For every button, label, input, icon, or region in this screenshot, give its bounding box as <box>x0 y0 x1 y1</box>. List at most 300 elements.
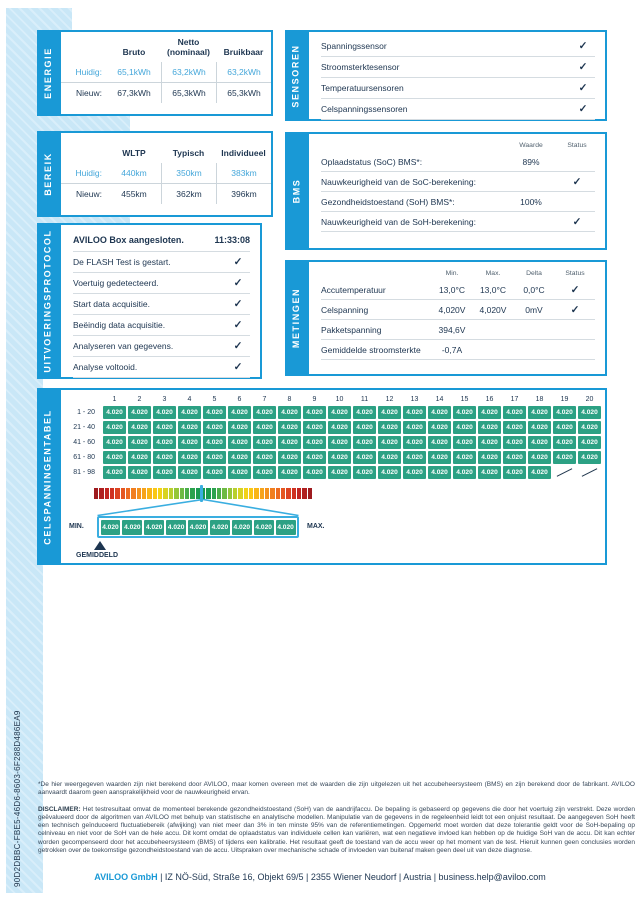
cell-voltage: 4.020 <box>403 421 426 434</box>
cell-row-label: 61 - 80 <box>73 454 95 461</box>
row-label: Huidig: <box>61 163 107 184</box>
cell-voltage: 4.020 <box>453 436 476 449</box>
scale-segment <box>115 488 119 499</box>
cell-voltage: 4.020 <box>178 421 201 434</box>
cell-voltage: 4.020 <box>303 436 326 449</box>
metingen-row <box>321 340 595 360</box>
cell-voltage: 4.020 <box>578 421 601 434</box>
zoom-cell-voltage: 4.020 <box>210 520 230 535</box>
metingen-row-label: Pakketspanning <box>321 324 382 335</box>
voltage-scale-gradient <box>94 488 312 499</box>
corner-cell <box>61 36 107 62</box>
bereik-card <box>59 131 273 217</box>
scale-segment <box>228 488 232 499</box>
zoom-cell-voltage: 4.020 <box>144 520 164 535</box>
list-item <box>321 99 595 120</box>
scale-segment <box>137 488 141 499</box>
cell-voltage: 4.020 <box>428 451 451 464</box>
cell-voltage: 4.020 <box>453 406 476 419</box>
cell-voltage: 4.020 <box>278 406 301 419</box>
section-energie <box>37 30 273 116</box>
scale-segment <box>174 488 178 499</box>
cell-voltage: 4.020 <box>228 466 251 479</box>
cell-column-number: 5 <box>212 396 217 403</box>
value-cell: 67,3kWh <box>117 88 151 98</box>
list-item <box>73 273 250 294</box>
cell-voltage: 4.020 <box>253 406 276 419</box>
metingen-col-min: Min. <box>445 270 459 277</box>
scale-segment <box>260 488 264 499</box>
metingen-max-value: 13,0°C <box>479 284 507 295</box>
metingen-col-delta: Delta <box>526 270 542 277</box>
cell-voltage: 4.020 <box>203 421 226 434</box>
cell-voltage: 4.020 <box>428 466 451 479</box>
scale-segment <box>190 488 194 499</box>
scale-segment <box>153 488 157 499</box>
tab-bms-label: BMS <box>291 178 301 204</box>
footer-address <box>0 872 640 882</box>
cell-voltage: 4.020 <box>303 421 326 434</box>
disclaimer <box>38 806 635 855</box>
cell-voltage: 4.020 <box>128 406 151 419</box>
scale-segment <box>163 488 167 499</box>
scale-segment <box>281 488 285 499</box>
list-item <box>73 336 250 357</box>
check-icon: ✓ <box>233 340 243 352</box>
cell-voltage: 4.020 <box>303 466 326 479</box>
column-header: Typisch <box>172 148 205 159</box>
zoom-cell-voltage: 4.020 <box>232 520 252 535</box>
value-cell: 350km <box>161 163 216 184</box>
check-icon: ✓ <box>233 256 243 268</box>
cell-missing-slash <box>553 466 576 479</box>
disclaimer-text: Het testresultaat omvat de momenteel berekende gezondheidstoestand (SoH) van de aandrijfaccu. De bepaling is gebaseerd op gegevens die door het voertuig zijn verstrekt. Deze worden geëvalueerd door de algoritmen van AVILOO met behulp van statistische en analytische modellen. Manipulatie van de gegevens in de regeleenheid leidt tot een onjuist resultaat. De aangegeven SoH heeft een technisch geïnduceerd fluctuatiebereik (afwijking) van niet meer dan 3% in ten minste 95% van de referentiemetingen. Opgemerkt moet worden dat deze tolerantie geldt voor de SoH-bepaling op celniveau en niet voor de SoH van de hele accu. Dit komt omdat de oplaadstatus van individuele cellen kan variëren, wat een negatieve invloed kan hebben op de huidige SoH van de accu. Dit kan echter worden gecompenseerd door het accubeheersysteem (BMS) of tijdens een kalibratie. Het resultaat geeft de toestand van de accu weer op het moment van de test. Hieruit kunnen geen conclusies worden getrokken over de toekomstige gezondheidstoestand van de accu. Uitspraken over mechanische schade of invloeden van buitenaf maken geen deel uit van deze diagnose. <box>38 806 636 854</box>
report-uuid: 90D2DBBC-FBE5-46D6-8603-6F288D486EA9 <box>13 710 22 887</box>
cell-voltage: 4.020 <box>103 421 126 434</box>
value-cell: 65,1kWh <box>107 62 161 83</box>
cell-voltage: 4.020 <box>128 436 151 449</box>
bms-row-value: 100% <box>520 196 542 207</box>
scale-segment <box>297 488 301 499</box>
cell-column-number: 18 <box>535 396 544 403</box>
cell-voltage: 4.020 <box>528 436 551 449</box>
max-label: MAX. <box>307 523 325 530</box>
slash-icon <box>557 468 573 477</box>
cell-voltage: 4.020 <box>153 421 176 434</box>
cell-voltage: 4.020 <box>378 421 401 434</box>
scale-segment <box>292 488 296 499</box>
bms-row-label: Nauwkeurigheid van de SoH-berekening: <box>321 216 476 227</box>
cell-voltage: 4.020 <box>453 421 476 434</box>
bms-column-headers <box>321 138 595 152</box>
metingen-row-label: Accutemperatuur <box>321 284 386 295</box>
cell-voltage: 4.020 <box>228 451 251 464</box>
cell-voltage: 4.020 <box>303 406 326 419</box>
row-label: Huidig: <box>61 62 107 83</box>
tab-bereik-label: BEREIK <box>43 152 54 196</box>
cell-voltage: 4.020 <box>403 451 426 464</box>
cell-voltage: 4.020 <box>503 421 526 434</box>
tab-metingen-label: METINGEN <box>291 287 301 349</box>
scale-segment <box>169 488 173 499</box>
cell-voltage: 4.020 <box>553 436 576 449</box>
list-item <box>321 78 595 99</box>
cell-row-label: 1 - 20 <box>77 409 95 416</box>
protocol-header-time: 11:33:08 <box>214 235 250 245</box>
check-icon: ✓ <box>578 61 588 73</box>
cell-column-number: 13 <box>410 396 419 403</box>
value-cell: 396km <box>216 184 271 204</box>
voltage-zoom-box <box>97 516 299 538</box>
cell-column-number: 17 <box>510 396 519 403</box>
list-item-label: Voertuig gedetecteerd. <box>73 278 159 288</box>
tab-celspanningen <box>37 388 59 565</box>
check-icon: ✓ <box>233 298 243 310</box>
scale-segment <box>158 488 162 499</box>
metingen-col-status: Status <box>565 270 585 277</box>
cell-voltage: 4.020 <box>228 421 251 434</box>
cell-voltage: 4.020 <box>378 451 401 464</box>
scale-segment <box>147 488 151 499</box>
cell-voltage: 4.020 <box>503 436 526 449</box>
metingen-delta-value: 0,0°C <box>523 284 545 295</box>
cell-voltage-table <box>63 396 605 479</box>
cell-voltage: 4.020 <box>253 451 276 464</box>
tab-celspanningen-label: CELSPANNINGENTABEL <box>43 408 53 545</box>
value-cell: 440km <box>107 163 161 184</box>
value-cell: 65,3kWh <box>216 83 271 103</box>
value-cell: 455km <box>121 189 147 199</box>
cell-voltage: 4.020 <box>353 436 376 449</box>
cell-column-number: 19 <box>560 396 569 403</box>
min-label: MIN. <box>69 523 84 530</box>
footnote: *De hier weergegeven waarden zijn niet berekend door AVILOO, maar komen overeen met de waarden die zijn uitgelezen uit het accubeheersysteem (BMS) en zijn berekend door de fabrikant. AVILOO aanvaardt daarom geen aansprakelijkheid voor de nauwkeurigheid ervan. <box>38 781 635 797</box>
cell-voltage: 4.020 <box>203 406 226 419</box>
list-item <box>321 57 595 78</box>
metingen-list <box>321 280 595 360</box>
cell-voltage: 4.020 <box>353 406 376 419</box>
cell-voltage: 4.020 <box>428 406 451 419</box>
list-item-label: Start data acquisitie. <box>73 299 151 309</box>
cell-column-number: 2 <box>137 396 142 403</box>
cell-voltage: 4.020 <box>353 421 376 434</box>
cell-column-number: 16 <box>485 396 494 403</box>
cell-voltage: 4.020 <box>378 406 401 419</box>
section-bereik <box>37 131 273 217</box>
cell-voltage: 4.020 <box>328 466 351 479</box>
cell-voltage: 4.020 <box>178 466 201 479</box>
cell-column-number: 9 <box>312 396 317 403</box>
scale-segment <box>206 488 210 499</box>
bms-row-label: Oplaadstatus (SoC) BMS*: <box>321 156 423 167</box>
energie-card <box>59 30 273 116</box>
cell-voltage: 4.020 <box>253 466 276 479</box>
metingen-row <box>321 300 595 320</box>
check-icon: ✓ <box>578 40 588 52</box>
cell-voltage: 4.020 <box>178 451 201 464</box>
cell-voltage: 4.020 <box>528 421 551 434</box>
metingen-row-label: Celspanning <box>321 304 369 315</box>
cell-voltage: 4.020 <box>278 451 301 464</box>
cell-row-label: 81 - 98 <box>73 469 95 476</box>
cell-missing-slash <box>578 466 601 479</box>
cell-row-label: 41 - 60 <box>73 439 95 446</box>
check-icon: ✓ <box>570 303 580 316</box>
bms-row-label: Gezondheidstoestand (SoH) BMS*: <box>321 196 455 207</box>
cell-voltage: 4.020 <box>328 451 351 464</box>
cell-voltage: 4.020 <box>103 406 126 419</box>
cell-voltage: 4.020 <box>128 451 151 464</box>
check-icon: ✓ <box>570 283 580 296</box>
bms-list <box>321 152 595 232</box>
bms-row <box>321 172 595 192</box>
check-icon: ✓ <box>578 103 588 115</box>
metingen-max-value: 4,020V <box>479 304 507 315</box>
zoom-funnel-lines <box>91 499 311 516</box>
cell-voltage: 4.020 <box>528 451 551 464</box>
cell-voltage: 4.020 <box>553 406 576 419</box>
scale-segment <box>185 488 189 499</box>
tab-sensoren <box>285 30 307 121</box>
row-label: Nieuw: <box>76 88 102 98</box>
column-header: Bruikbaar <box>223 47 264 58</box>
tab-energie-label: ENERGIE <box>43 47 53 99</box>
cell-voltage: 4.020 <box>328 421 351 434</box>
list-item-label: Analyseren van gegevens. <box>73 341 174 351</box>
bms-card <box>307 132 607 250</box>
cell-voltage: 4.020 <box>303 451 326 464</box>
bms-row <box>321 152 595 172</box>
cell-voltage: 4.020 <box>278 466 301 479</box>
bms-col-status: Status <box>567 142 587 149</box>
protocol-header <box>73 229 250 252</box>
tab-sensoren-label: SENSOREN <box>291 43 301 108</box>
cell-voltage: 4.020 <box>103 436 126 449</box>
cell-voltage: 4.020 <box>403 436 426 449</box>
bms-row <box>321 212 595 232</box>
cell-column-number: 20 <box>585 396 594 403</box>
scale-segment <box>180 488 184 499</box>
column-header: Individueel <box>221 148 266 159</box>
protocol-header-label: AVILOO Box aangesloten. <box>73 235 184 245</box>
cell-voltage: 4.020 <box>103 451 126 464</box>
scale-segment <box>142 488 146 499</box>
cell-voltage: 4.020 <box>278 436 301 449</box>
cell-row-label: 21 - 40 <box>73 424 95 431</box>
section-protocol <box>37 223 262 379</box>
cell-voltage: 4.020 <box>328 406 351 419</box>
energie-table <box>61 32 271 103</box>
list-item-label: Spanningssensor <box>321 41 387 51</box>
bms-col-waarde: Waarde <box>519 142 543 149</box>
value-cell: 65,3kWh <box>161 83 216 103</box>
tab-bms <box>285 132 307 250</box>
cell-column-number: 6 <box>237 396 242 403</box>
scale-segment <box>270 488 274 499</box>
scale-segment <box>276 488 280 499</box>
disclaimer-label: DISCLAIMER: <box>38 806 81 813</box>
cell-voltage: 4.020 <box>153 451 176 464</box>
zoom-cell-voltage: 4.020 <box>166 520 186 535</box>
cell-voltage: 4.020 <box>528 466 551 479</box>
value-cell: 63,2kWh <box>161 62 216 83</box>
cell-column-number: 14 <box>435 396 444 403</box>
list-item-label: Beëindig data acquisitie. <box>73 320 166 330</box>
cell-column-number: 15 <box>460 396 469 403</box>
tab-protocol <box>37 223 59 379</box>
check-icon: ✓ <box>572 175 582 188</box>
metingen-min-value: -0,7A <box>441 344 463 355</box>
cell-voltage: 4.020 <box>178 436 201 449</box>
zoom-cell-voltage: 4.020 <box>122 520 142 535</box>
cell-voltage: 4.020 <box>278 421 301 434</box>
section-bms <box>285 132 607 250</box>
list-item <box>73 252 250 273</box>
sensoren-card <box>307 30 607 121</box>
cell-voltage: 4.020 <box>128 421 151 434</box>
scale-segment <box>212 488 216 499</box>
scale-segment <box>131 488 135 499</box>
average-marker-icon <box>94 541 106 550</box>
list-item <box>321 36 595 57</box>
cell-voltage: 4.020 <box>503 406 526 419</box>
zoom-cell-voltage: 4.020 <box>276 520 296 535</box>
tab-protocol-label: UITVOERINGSPROTOCOL <box>43 229 53 373</box>
check-icon: ✓ <box>233 319 243 331</box>
cell-voltage: 4.020 <box>353 466 376 479</box>
cell-voltage: 4.020 <box>178 406 201 419</box>
cell-column-number: 11 <box>360 396 369 403</box>
cell-voltage: 4.020 <box>153 466 176 479</box>
cell-voltage: 4.020 <box>453 451 476 464</box>
list-item <box>73 315 250 336</box>
list-item <box>73 357 250 378</box>
zoom-cell-voltage: 4.020 <box>101 520 121 535</box>
cell-column-number: 8 <box>287 396 292 403</box>
cell-column-number: 7 <box>262 396 267 403</box>
section-metingen <box>285 260 607 376</box>
celspanningen-card <box>59 388 607 565</box>
tab-bereik <box>37 131 59 217</box>
cell-voltage: 4.020 <box>503 466 526 479</box>
cell-column-number: 10 <box>335 396 344 403</box>
scale-segment <box>254 488 258 499</box>
cell-voltage: 4.020 <box>353 451 376 464</box>
list-item <box>73 294 250 315</box>
scale-segment <box>94 488 98 499</box>
cell-voltage: 4.020 <box>128 466 151 479</box>
scale-segment <box>110 488 114 499</box>
metingen-column-headers <box>321 266 595 280</box>
metingen-row-label: Gemiddelde stroomsterkte <box>321 344 421 355</box>
bms-row-value: 89% <box>522 156 540 167</box>
list-item-label: Celspanningssensoren <box>321 104 408 114</box>
cell-voltage: 4.020 <box>253 421 276 434</box>
cell-voltage: 4.020 <box>478 406 501 419</box>
value-cell: 383km <box>216 163 271 184</box>
scale-segment <box>249 488 253 499</box>
scale-segment <box>286 488 290 499</box>
cell-voltage: 4.020 <box>478 466 501 479</box>
cell-voltage: 4.020 <box>253 436 276 449</box>
metingen-min-value: 394,6V <box>438 324 466 335</box>
cell-voltage: 4.020 <box>228 406 251 419</box>
cell-voltage: 4.020 <box>578 406 601 419</box>
metingen-col-max: Max. <box>485 270 501 277</box>
check-icon: ✓ <box>572 215 582 228</box>
cell-voltage: 4.020 <box>153 406 176 419</box>
scale-segment <box>265 488 269 499</box>
check-icon: ✓ <box>233 361 243 373</box>
bereik-table <box>61 133 271 204</box>
metingen-min-value: 13,0°C <box>438 284 466 295</box>
cell-voltage: 4.020 <box>103 466 126 479</box>
section-celspanningen <box>37 388 607 565</box>
cell-column-number: 4 <box>187 396 192 403</box>
metingen-row <box>321 280 595 300</box>
average-label: GEMIDDELD <box>76 552 118 559</box>
cell-voltage: 4.020 <box>228 436 251 449</box>
cell-voltage: 4.020 <box>403 406 426 419</box>
column-header: Netto (nominaal) <box>167 37 210 58</box>
cell-column-number: 12 <box>385 396 394 403</box>
zoom-cell-voltage: 4.020 <box>254 520 274 535</box>
list-item-label: Analyse voltooid. <box>73 362 138 372</box>
column-header: WLTP <box>122 148 146 159</box>
scale-segment <box>308 488 312 499</box>
scale-segment <box>126 488 130 499</box>
cell-voltage: 4.020 <box>428 421 451 434</box>
tab-metingen <box>285 260 307 376</box>
metingen-delta-value: 0mV <box>525 304 543 315</box>
scale-segment <box>238 488 242 499</box>
metingen-card <box>307 260 607 376</box>
cell-voltage: 4.020 <box>578 451 601 464</box>
cell-voltage: 4.020 <box>453 466 476 479</box>
metingen-row <box>321 320 595 340</box>
value-cell: 63,2kWh <box>216 62 271 83</box>
list-item-label: Stroomsterktesensor <box>321 62 400 72</box>
cell-voltage: 4.020 <box>478 421 501 434</box>
cell-voltage: 4.020 <box>403 466 426 479</box>
corner-cell <box>61 137 107 163</box>
cell-column-number: 1 <box>112 396 117 403</box>
check-icon: ✓ <box>233 277 243 289</box>
cell-voltage: 4.020 <box>203 436 226 449</box>
bms-row-label: Nauwkeurigheid van de SoC-berekening: <box>321 176 476 187</box>
cell-voltage: 4.020 <box>378 466 401 479</box>
tab-energie <box>37 30 59 116</box>
metingen-min-value: 4,020V <box>438 304 466 315</box>
row-label: Nieuw: <box>76 189 102 199</box>
slash-icon <box>582 468 598 477</box>
section-sensoren <box>285 30 607 121</box>
cell-voltage: 4.020 <box>203 466 226 479</box>
cell-voltage: 4.020 <box>478 436 501 449</box>
cell-voltage: 4.020 <box>153 436 176 449</box>
list-item-label: De FLASH Test is gestart. <box>73 257 171 267</box>
cell-voltage: 4.020 <box>328 436 351 449</box>
cell-voltage: 4.020 <box>378 436 401 449</box>
protocol-list <box>73 252 250 378</box>
cell-voltage: 4.020 <box>478 451 501 464</box>
protocol-card <box>59 223 262 379</box>
zoom-cell-voltage: 4.020 <box>188 520 208 535</box>
cell-voltage: 4.020 <box>578 436 601 449</box>
scale-segment <box>233 488 237 499</box>
value-cell: 362km <box>161 184 216 204</box>
voltage-scale-area <box>61 488 361 562</box>
